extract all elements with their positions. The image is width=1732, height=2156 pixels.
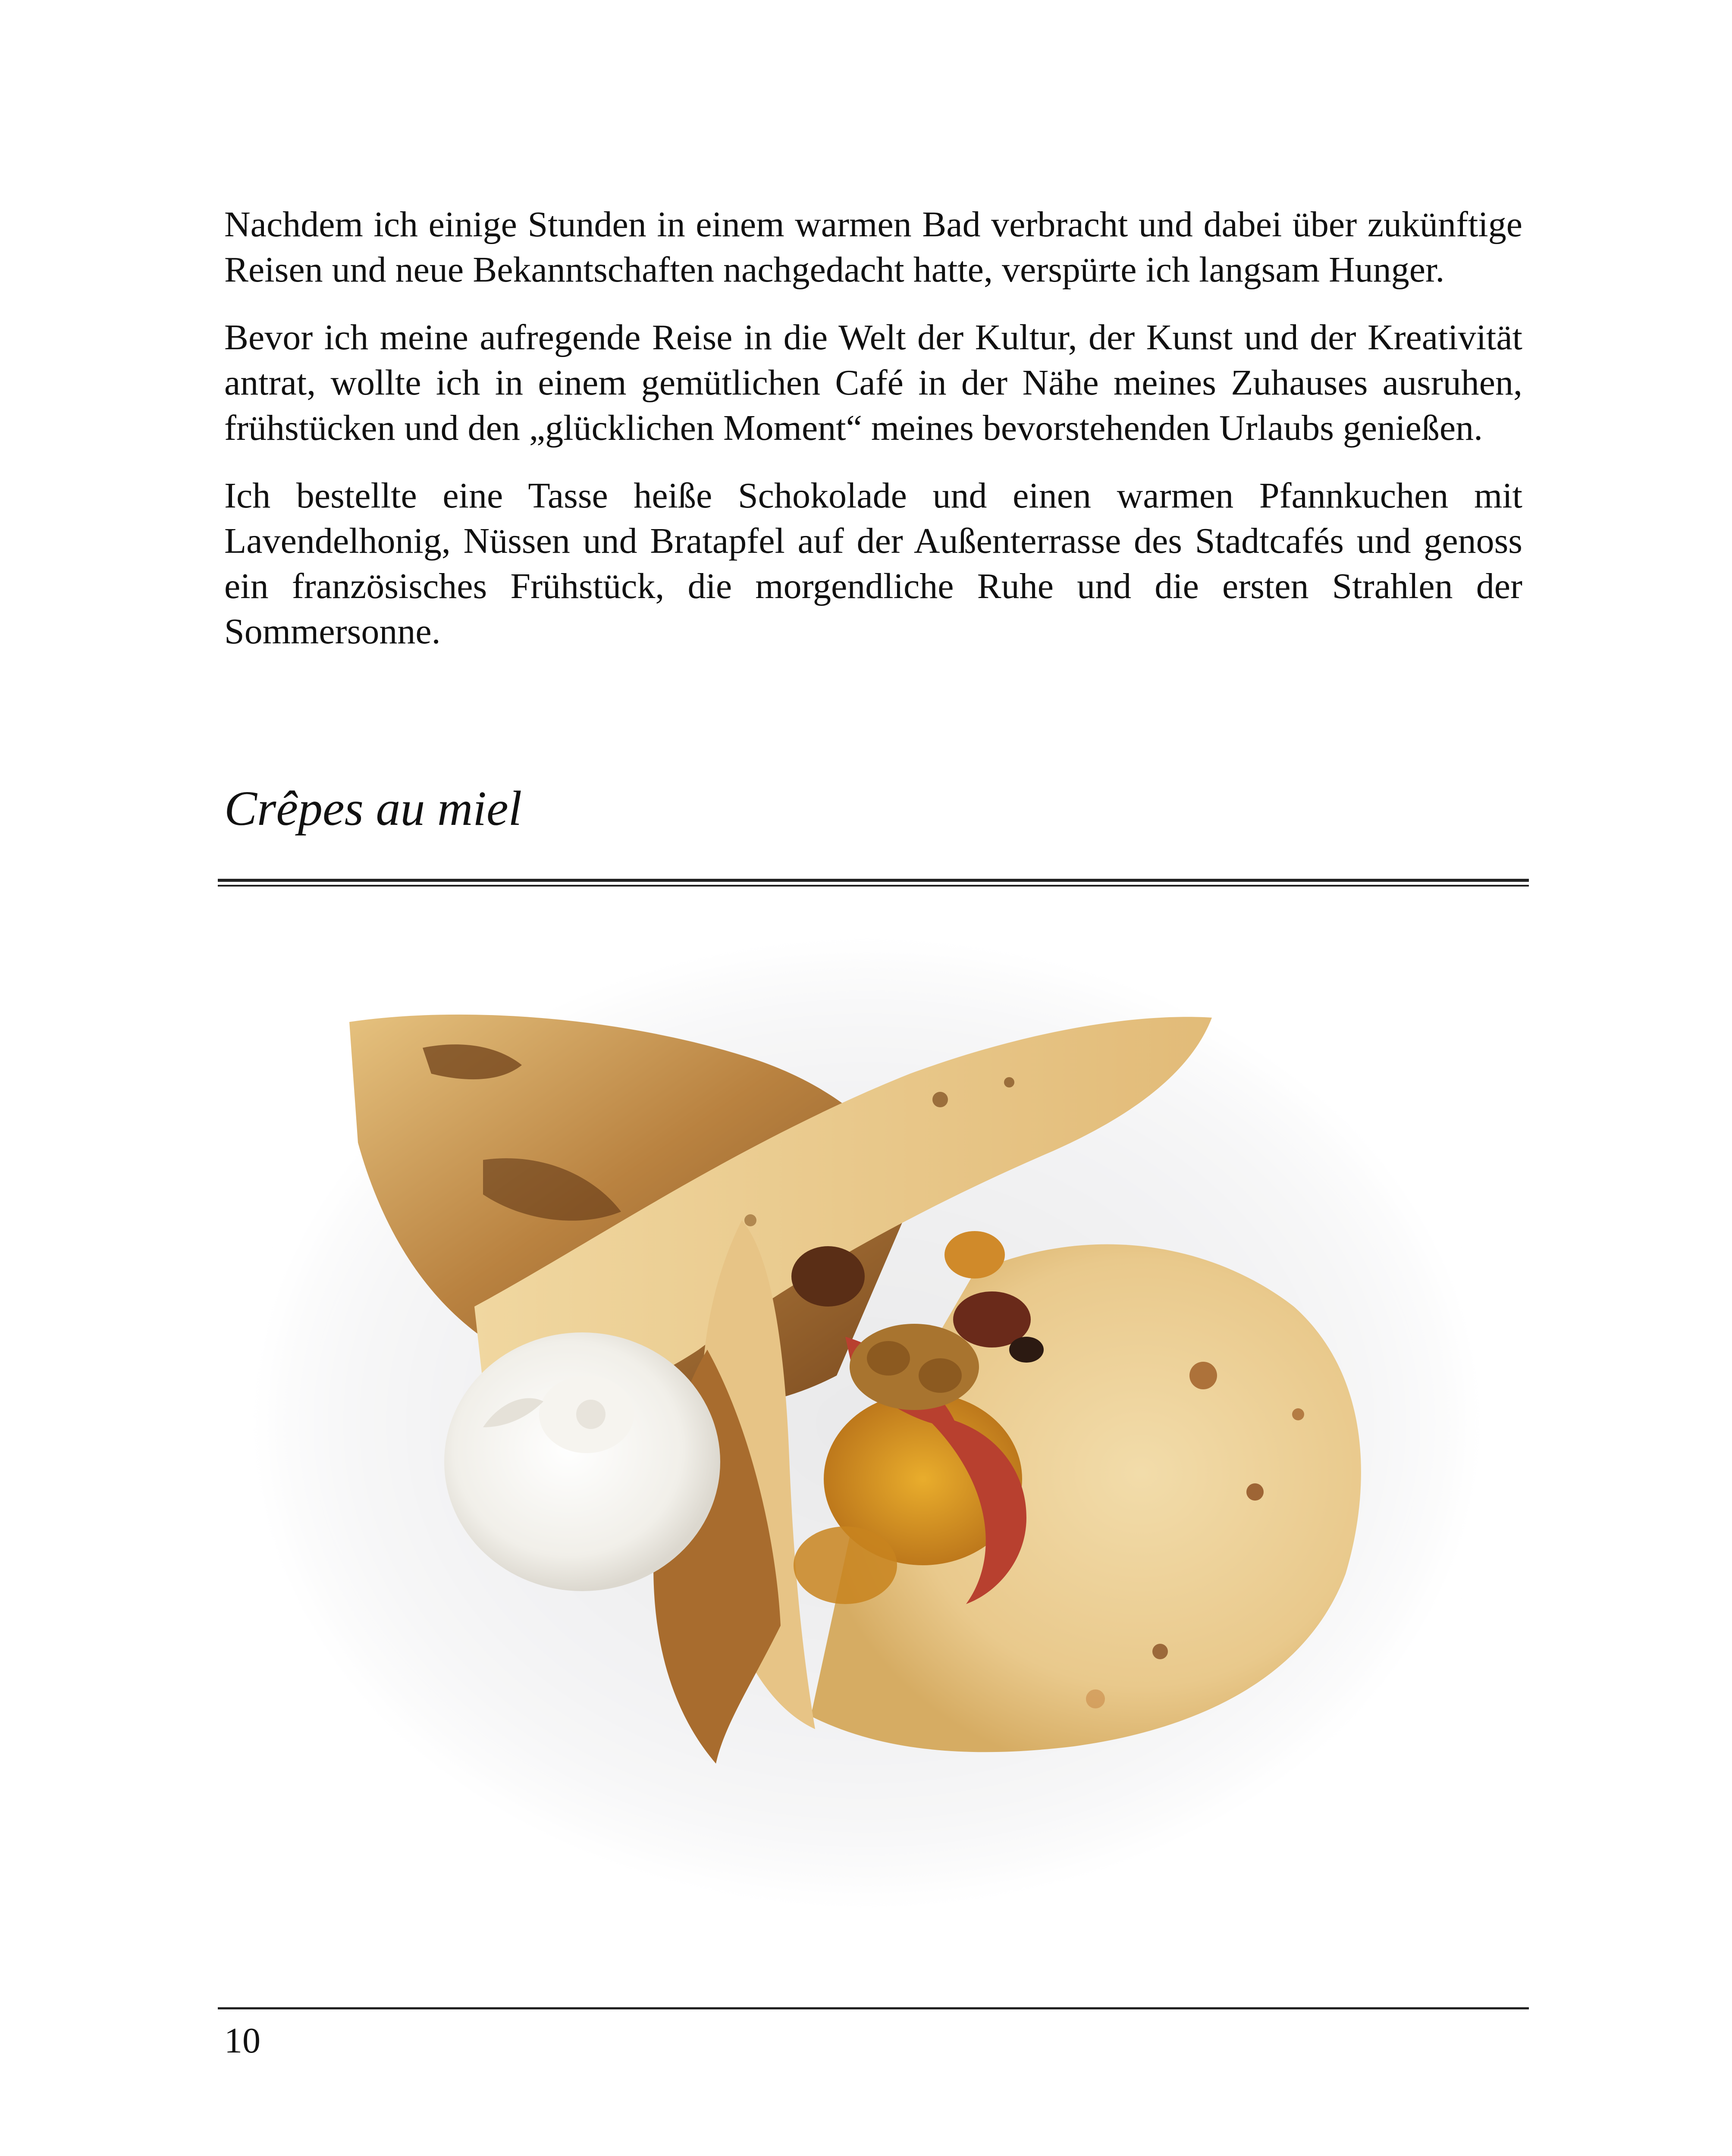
paragraph-2: Bevor ich meine aufregende Reise in die Welt der Kultur, der Kunst und der Kreativität antrat, wollte ich in einem gemütlichen Café in der Nähe meines Zuhauses ausruhen, frühstücken und den „glücklichen Moment“ meines bevorstehenden Urlaubs genießen. — [224, 317, 1522, 448]
footer-rule — [218, 2007, 1529, 2009]
section-heading: Crêpes au miel — [224, 781, 522, 836]
crepe-photo — [242, 918, 1492, 1932]
paragraph-3: Ich bestellte eine Tasse heiße Schokolade und einen warmen Pfannkuchen mit Lavendelhonig, Nüssen und Bratapfel auf der Außenterrasse des Stadtcafés und genoss ein französisches Frühstück, die morgendliche Ruhe und die ersten Strahlen der Sommersonne. — [224, 476, 1522, 652]
body-text — [224, 202, 1522, 677]
page-number: 10 — [224, 2021, 260, 2061]
whipped-cream — [444, 1332, 720, 1591]
paragraph-1: Nachdem ich einige Stunden in einem warmen Bad verbracht und dabei über zukünftige Reisen und neue Bekanntschaften nachgedacht hatte, verspürte ich langsam Hunger. — [224, 204, 1522, 290]
heading-double-rule — [218, 879, 1529, 887]
